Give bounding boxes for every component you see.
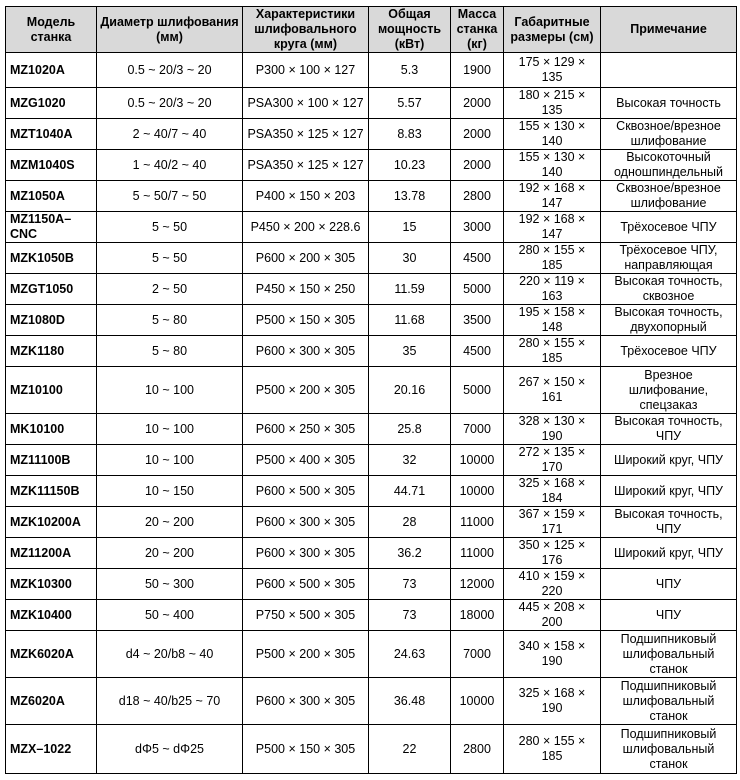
mass-cell: 11000 — [451, 538, 504, 569]
power-cell: 30 — [369, 243, 451, 274]
mass-cell: 2800 — [451, 181, 504, 212]
wheel-cell: P600 × 250 × 305 — [243, 414, 369, 445]
power-cell: 5.3 — [369, 53, 451, 88]
mass-cell: 12000 — [451, 569, 504, 600]
header-row — [6, 7, 737, 53]
note-cell: Врезное шлифование, спецзаказ — [601, 367, 737, 414]
mass-cell: 1900 — [451, 53, 504, 88]
table-row — [6, 725, 737, 774]
table-row — [6, 600, 737, 631]
note-cell: Сквозное/врезное шлифование — [601, 119, 737, 150]
diameter-cell: 5 ~ 50/7 ~ 50 — [97, 181, 243, 212]
dimensions-cell: 155 × 130 × 140 — [504, 150, 601, 181]
header-power: Общая мощность (кВт) — [369, 7, 451, 53]
wheel-cell: P600 × 200 × 305 — [243, 243, 369, 274]
note-cell: Трёхосевое ЧПУ — [601, 212, 737, 243]
dimensions-cell: 155 × 130 × 140 — [504, 119, 601, 150]
note-cell: Трёхосевое ЧПУ, направляющая — [601, 243, 737, 274]
model-cell: MZ1050A — [6, 181, 97, 212]
wheel-cell: P600 × 300 × 305 — [243, 507, 369, 538]
wheel-cell: P600 × 300 × 305 — [243, 678, 369, 725]
diameter-cell: 5 ~ 80 — [97, 336, 243, 367]
table-row — [6, 212, 737, 243]
mass-cell: 2800 — [451, 725, 504, 774]
diameter-cell: 20 ~ 200 — [97, 507, 243, 538]
wheel-cell: P450 × 150 × 250 — [243, 274, 369, 305]
diameter-cell: 2 ~ 50 — [97, 274, 243, 305]
dimensions-cell: 192 × 168 × 147 — [504, 181, 601, 212]
model-cell: MZ11100B — [6, 445, 97, 476]
table-row — [6, 569, 737, 600]
note-cell: Сквозное/врезное шлифование — [601, 181, 737, 212]
table-row — [6, 119, 737, 150]
diameter-cell: 2 ~ 40/7 ~ 40 — [97, 119, 243, 150]
wheel-cell: P500 × 150 × 305 — [243, 305, 369, 336]
model-cell: MZ1150A–CNC — [6, 212, 97, 243]
dimensions-cell: 340 × 158 × 190 — [504, 631, 601, 678]
mass-cell: 10000 — [451, 445, 504, 476]
power-cell: 5.57 — [369, 88, 451, 119]
grinding-machines-table — [5, 6, 737, 774]
mass-cell: 2000 — [451, 88, 504, 119]
power-cell: 73 — [369, 569, 451, 600]
diameter-cell: 5 ~ 50 — [97, 212, 243, 243]
model-cell: MZ1080D — [6, 305, 97, 336]
table-row — [6, 538, 737, 569]
wheel-cell: P600 × 500 × 305 — [243, 476, 369, 507]
note-cell — [601, 53, 737, 88]
wheel-cell: P600 × 300 × 305 — [243, 336, 369, 367]
wheel-cell: P500 × 400 × 305 — [243, 445, 369, 476]
note-cell: Широкий круг, ЧПУ — [601, 445, 737, 476]
dimensions-cell: 445 × 208 × 200 — [504, 600, 601, 631]
dimensions-cell: 195 × 158 × 148 — [504, 305, 601, 336]
dimensions-cell: 328 × 130 × 190 — [504, 414, 601, 445]
diameter-cell: 5 ~ 50 — [97, 243, 243, 274]
dimensions-cell: 280 × 155 × 185 — [504, 725, 601, 774]
model-cell: MZGT1050 — [6, 274, 97, 305]
diameter-cell: 10 ~ 100 — [97, 367, 243, 414]
diameter-cell: 10 ~ 150 — [97, 476, 243, 507]
power-cell: 11.59 — [369, 274, 451, 305]
diameter-cell: 5 ~ 80 — [97, 305, 243, 336]
table-row — [6, 367, 737, 414]
note-cell: Широкий круг, ЧПУ — [601, 476, 737, 507]
mass-cell: 5000 — [451, 274, 504, 305]
header-model: Модель станка — [6, 7, 97, 53]
wheel-cell: P600 × 500 × 305 — [243, 569, 369, 600]
model-cell: MZK10200A — [6, 507, 97, 538]
note-cell: ЧПУ — [601, 569, 737, 600]
header-dimensions: Габаритные размеры (см) — [504, 7, 601, 53]
table-row — [6, 305, 737, 336]
wheel-cell: PSA350 × 125 × 127 — [243, 150, 369, 181]
diameter-cell: dΦ5 ~ dΦ25 — [97, 725, 243, 774]
table-row — [6, 53, 737, 88]
table-row — [6, 414, 737, 445]
dimensions-cell: 367 × 159 × 171 — [504, 507, 601, 538]
model-cell: MZK1050B — [6, 243, 97, 274]
model-cell: MZK10400 — [6, 600, 97, 631]
note-cell: ЧПУ — [601, 600, 737, 631]
header-mass: Масса станка (кг) — [451, 7, 504, 53]
mass-cell: 18000 — [451, 600, 504, 631]
table-row — [6, 631, 737, 678]
mass-cell: 7000 — [451, 414, 504, 445]
wheel-cell: P500 × 200 × 305 — [243, 631, 369, 678]
mass-cell: 10000 — [451, 678, 504, 725]
model-cell: MZT1040A — [6, 119, 97, 150]
mass-cell: 4500 — [451, 336, 504, 367]
note-cell: Трёхосевое ЧПУ — [601, 336, 737, 367]
power-cell: 22 — [369, 725, 451, 774]
model-cell: MZ11200A — [6, 538, 97, 569]
diameter-cell: 1 ~ 40/2 ~ 40 — [97, 150, 243, 181]
power-cell: 24.63 — [369, 631, 451, 678]
power-cell: 44.71 — [369, 476, 451, 507]
model-cell: MZG1020 — [6, 88, 97, 119]
mass-cell: 10000 — [451, 476, 504, 507]
table-row — [6, 445, 737, 476]
diameter-cell: 10 ~ 100 — [97, 414, 243, 445]
power-cell: 73 — [369, 600, 451, 631]
dimensions-cell: 272 × 135 × 170 — [504, 445, 601, 476]
note-cell: Подшипниковый шлифовальный станок — [601, 631, 737, 678]
power-cell: 20.16 — [369, 367, 451, 414]
table-row — [6, 476, 737, 507]
wheel-cell: P600 × 300 × 305 — [243, 538, 369, 569]
dimensions-cell: 410 × 159 × 220 — [504, 569, 601, 600]
table-row — [6, 150, 737, 181]
note-cell: Высокоточный одношпиндельный — [601, 150, 737, 181]
wheel-cell: P400 × 150 × 203 — [243, 181, 369, 212]
dimensions-cell: 280 × 155 × 185 — [504, 336, 601, 367]
header-wheel: Характеристики шлифовального круга (мм) — [243, 7, 369, 53]
diameter-cell: d4 ~ 20/b8 ~ 40 — [97, 631, 243, 678]
mass-cell: 2000 — [451, 150, 504, 181]
mass-cell: 3000 — [451, 212, 504, 243]
wheel-cell: PSA300 × 100 × 127 — [243, 88, 369, 119]
power-cell: 35 — [369, 336, 451, 367]
model-cell: MZM1040S — [6, 150, 97, 181]
header-note: Примечание — [601, 7, 737, 53]
model-cell: MZK1180 — [6, 336, 97, 367]
diameter-cell: d18 ~ 40/b25 ~ 70 — [97, 678, 243, 725]
power-cell: 10.23 — [369, 150, 451, 181]
power-cell: 13.78 — [369, 181, 451, 212]
wheel-cell: P500 × 150 × 305 — [243, 725, 369, 774]
note-cell: Подшипниковый шлифовальный станок — [601, 678, 737, 725]
wheel-cell: P450 × 200 × 228.6 — [243, 212, 369, 243]
note-cell: Высокая точность, ЧПУ — [601, 414, 737, 445]
power-cell: 11.68 — [369, 305, 451, 336]
model-cell: MZ6020A — [6, 678, 97, 725]
wheel-cell: P750 × 500 × 305 — [243, 600, 369, 631]
mass-cell: 4500 — [451, 243, 504, 274]
dimensions-cell: 180 × 215 × 135 — [504, 88, 601, 119]
model-cell: MZ10100 — [6, 367, 97, 414]
dimensions-cell: 267 × 150 × 161 — [504, 367, 601, 414]
diameter-cell: 0.5 ~ 20/3 ~ 20 — [97, 88, 243, 119]
note-cell: Подшипниковый шлифовальный станок — [601, 725, 737, 774]
note-cell: Широкий круг, ЧПУ — [601, 538, 737, 569]
table-row — [6, 88, 737, 119]
mass-cell: 5000 — [451, 367, 504, 414]
power-cell: 32 — [369, 445, 451, 476]
power-cell: 36.2 — [369, 538, 451, 569]
model-cell: MZK6020A — [6, 631, 97, 678]
note-cell: Высокая точность, ЧПУ — [601, 507, 737, 538]
table-row — [6, 336, 737, 367]
power-cell: 36.48 — [369, 678, 451, 725]
table-row — [6, 507, 737, 538]
model-cell: MZ1020A — [6, 53, 97, 88]
table-row — [6, 243, 737, 274]
wheel-cell: P500 × 200 × 305 — [243, 367, 369, 414]
power-cell: 28 — [369, 507, 451, 538]
mass-cell: 7000 — [451, 631, 504, 678]
dimensions-cell: 280 × 155 × 185 — [504, 243, 601, 274]
table-row — [6, 678, 737, 725]
diameter-cell: 50 ~ 400 — [97, 600, 243, 631]
mass-cell: 2000 — [451, 119, 504, 150]
wheel-cell: PSA350 × 125 × 127 — [243, 119, 369, 150]
wheel-cell: P300 × 100 × 127 — [243, 53, 369, 88]
diameter-cell: 10 ~ 100 — [97, 445, 243, 476]
diameter-cell: 20 ~ 200 — [97, 538, 243, 569]
power-cell: 25.8 — [369, 414, 451, 445]
dimensions-cell: 325 × 168 × 190 — [504, 678, 601, 725]
diameter-cell: 0.5 ~ 20/3 ~ 20 — [97, 53, 243, 88]
table-row — [6, 181, 737, 212]
model-cell: MZK11150B — [6, 476, 97, 507]
dimensions-cell: 350 × 125 × 176 — [504, 538, 601, 569]
model-cell: MZK10300 — [6, 569, 97, 600]
header-diameter: Диаметр шлифования (мм) — [97, 7, 243, 53]
note-cell: Высокая точность, двухопорный — [601, 305, 737, 336]
dimensions-cell: 220 × 119 × 163 — [504, 274, 601, 305]
dimensions-cell: 175 × 129 × 135 — [504, 53, 601, 88]
table-row — [6, 274, 737, 305]
model-cell: MZX–1022 — [6, 725, 97, 774]
power-cell: 15 — [369, 212, 451, 243]
mass-cell: 11000 — [451, 507, 504, 538]
diameter-cell: 50 ~ 300 — [97, 569, 243, 600]
model-cell: MK10100 — [6, 414, 97, 445]
note-cell: Высокая точность, сквозное — [601, 274, 737, 305]
power-cell: 8.83 — [369, 119, 451, 150]
dimensions-cell: 325 × 168 × 184 — [504, 476, 601, 507]
mass-cell: 3500 — [451, 305, 504, 336]
dimensions-cell: 192 × 168 × 147 — [504, 212, 601, 243]
note-cell: Высокая точность — [601, 88, 737, 119]
